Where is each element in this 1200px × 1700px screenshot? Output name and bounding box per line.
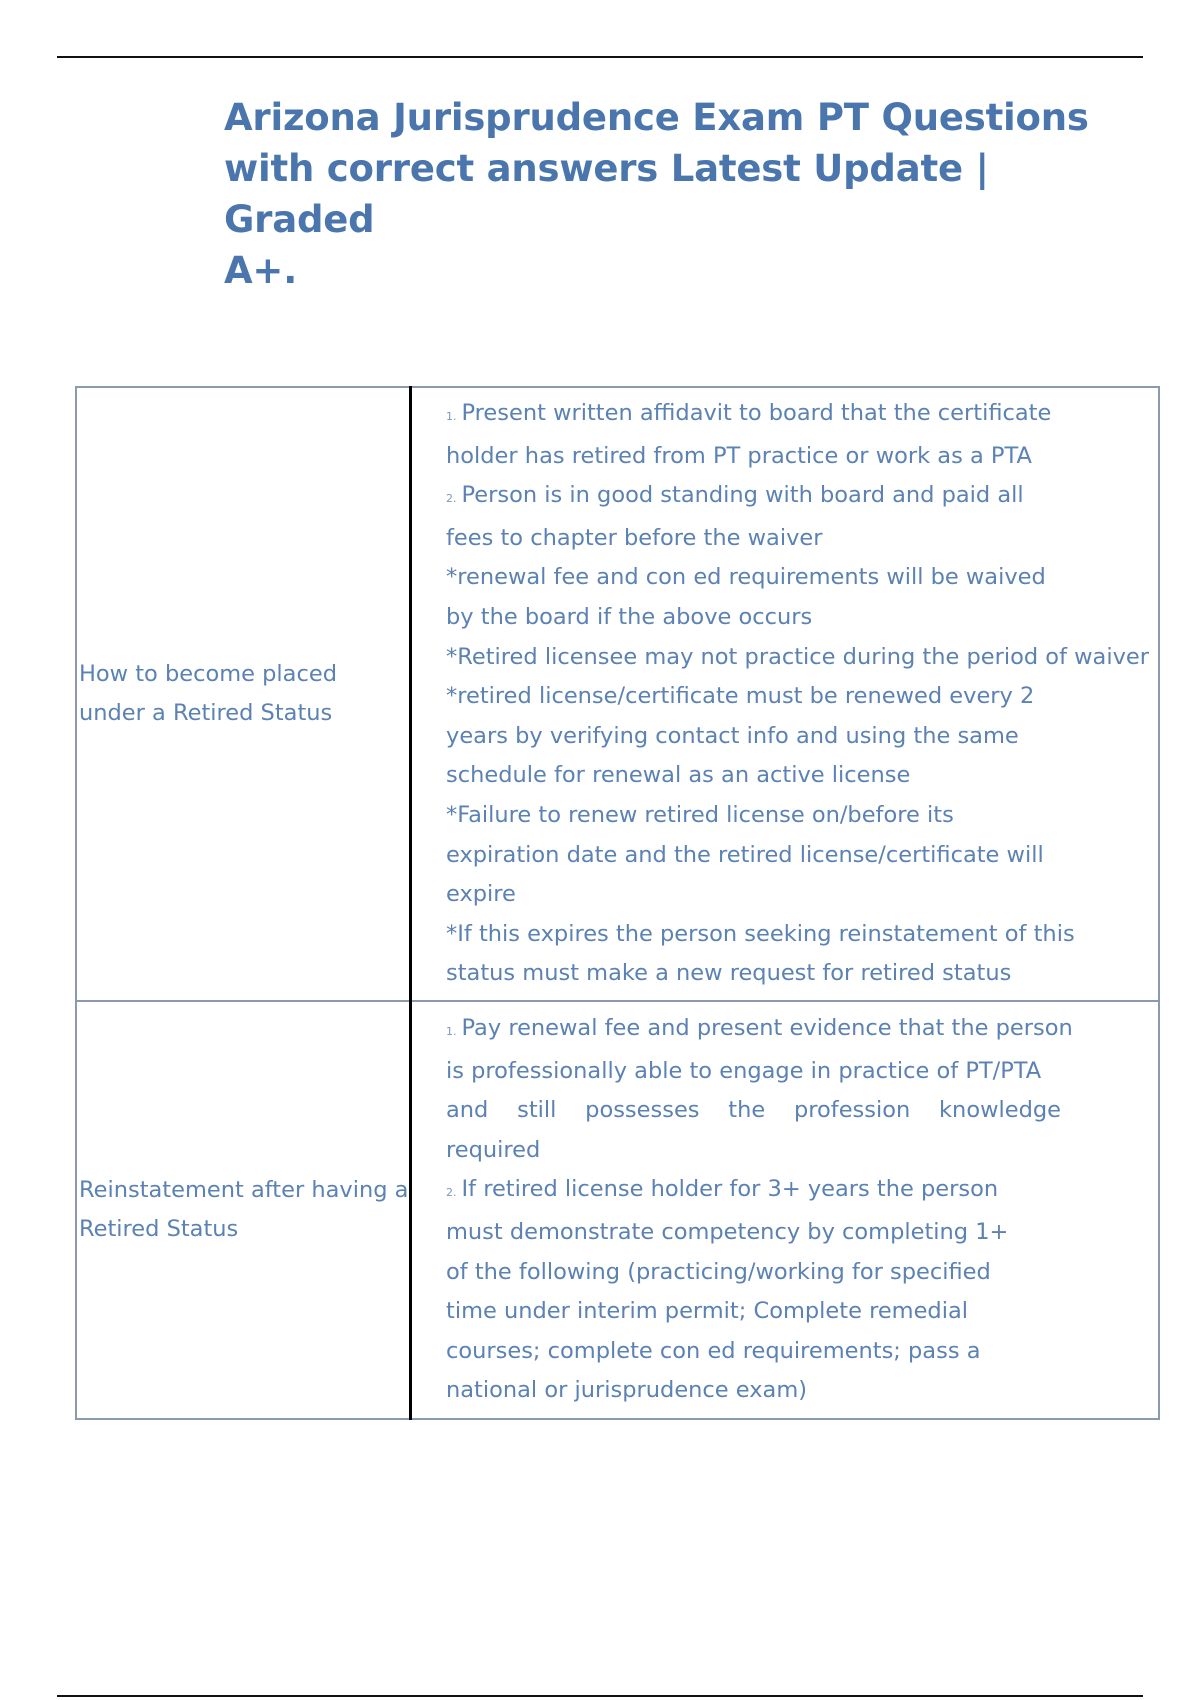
answer-line: schedule for renewal as an active license	[446, 762, 911, 789]
answer-line: expiration date and the retired license/certificate will	[446, 841, 1044, 868]
answer-line: *Retired licensee may not practice during the period of waiver	[446, 643, 1149, 670]
list-number: 2.	[446, 492, 457, 506]
title-line: Arizona Jurisprudence Exam PT Questions	[224, 96, 1089, 139]
list-number: 1.	[446, 410, 457, 424]
answer-line: fees to chapter before the waiver	[446, 524, 823, 551]
answer-line: 2. Person is in good standing with board and paid all	[446, 482, 1024, 509]
answer-line: national or jurisprudence exam)	[446, 1377, 808, 1404]
answer-line: is professionally able to engage in practice of PT/PTA	[446, 1057, 1042, 1084]
answer-line: courses; complete con ed requirements; pass a	[446, 1337, 981, 1364]
title-line: A+.	[224, 249, 298, 292]
answer-line: holder has retired from PT practice or work as a PTA	[446, 442, 1032, 469]
table-row	[76, 387, 1159, 1001]
answer-line: of the following (practicing/working for specified	[446, 1258, 991, 1285]
answer-line: expire	[446, 881, 516, 908]
answer-line: status must make a new request for retired status	[446, 960, 1012, 987]
qa-table	[75, 386, 1160, 1420]
question-cell	[76, 1001, 411, 1419]
answer-line: by the board if the above occurs	[446, 604, 813, 631]
answer-line: 1. Present written affidavit to board that the certificate	[446, 400, 1052, 427]
bottom-rule	[57, 1695, 1143, 1697]
answer-line: time under interim permit; Complete remedial	[446, 1298, 969, 1325]
answer-line: *renewal fee and con ed requirements will be waived	[446, 564, 1046, 591]
document-title	[224, 92, 1124, 296]
answer-line: 1. Pay renewal fee and present evidence that the person	[446, 1015, 1073, 1042]
question-text: Reinstatement after having a Retired Status	[79, 1177, 409, 1242]
table-row	[76, 1001, 1159, 1419]
top-rule	[57, 56, 1143, 58]
answer-line: must demonstrate competency by completing 1+	[446, 1219, 1009, 1245]
answer-line: years by verifying contact info and using the same	[446, 722, 1019, 749]
question-text: How to become placed under a Retired Status	[79, 661, 337, 726]
answer-line: 2. If retired license holder for 3+ years the person	[446, 1176, 999, 1203]
list-number: 2.	[446, 1186, 457, 1200]
answer-line: and still possesses the profession knowledge	[446, 1097, 1061, 1124]
answer-line: *retired license/certificate must be renewed every 2	[446, 683, 1035, 710]
answer-line: *Failure to renew retired license on/before its	[446, 801, 954, 828]
answer-line: *If this expires the person seeking reinstatement of this	[446, 920, 1075, 947]
question-cell	[76, 387, 411, 1001]
answer-line: required	[446, 1136, 541, 1163]
list-number: 1.	[446, 1025, 457, 1039]
answer-cell	[411, 387, 1160, 1001]
answer-cell	[411, 1001, 1160, 1419]
title-line: with correct answers Latest Update | Graded	[224, 147, 989, 241]
